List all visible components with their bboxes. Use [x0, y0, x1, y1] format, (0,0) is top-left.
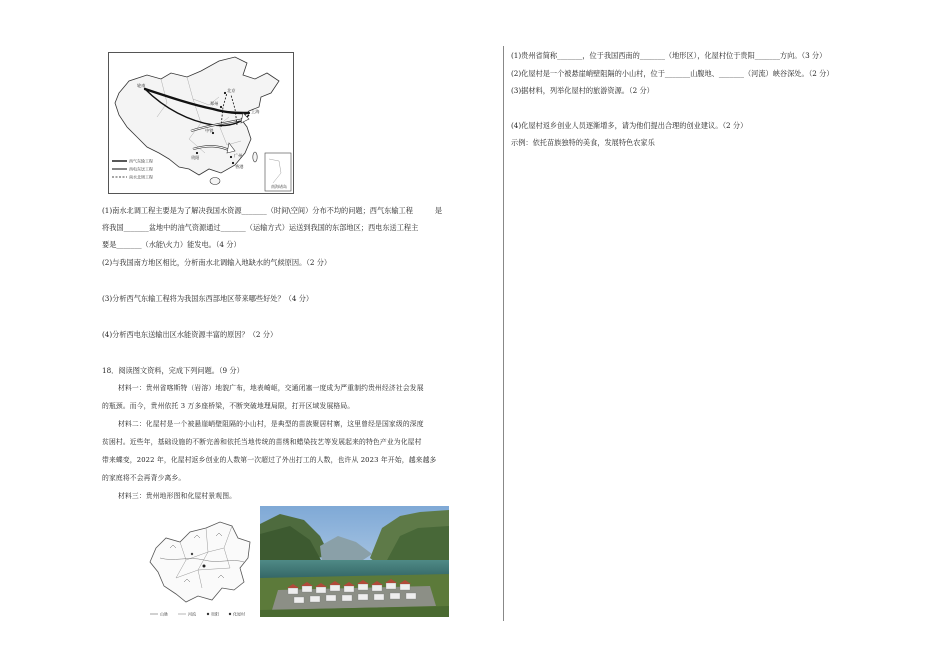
china-engineering-map [108, 52, 294, 194]
q18-1: (1)贵州省简称_______，位于我国西南的_______（地形区），化屋村位于贵阳_______方向。（3 分） [511, 51, 827, 60]
gz-legend-guiyang: 贵阳 [211, 611, 219, 617]
huawu-village-photo [260, 506, 449, 617]
q17-1-line2 [102, 223, 418, 233]
q18-heading: 18．阅读图文资料，完成下列问题。（9 分） [102, 366, 244, 375]
q17-1-text-a: (1)南水北调工程主要是为了解决我国水资源_______（时间\空间）分布不均的问题；西气东输工 [102, 206, 406, 215]
q17-1-text-e: 程主 [403, 223, 419, 232]
legend-water: 南水北调工程 [129, 174, 153, 180]
gz-legend-river: 河流 [188, 611, 196, 617]
city-label: 贵阳 [191, 155, 200, 160]
q18-material2-line2: 贫困村。近些年，基础设施的不断完善和依托当地传统的苗绣和蜡染技艺等发展起来的特色产业为化屋村 [102, 438, 422, 446]
q17-2: (2)与我国南方地区相比，分析南水北调输入地缺水的气候原因。（2 分） [102, 258, 332, 267]
q17-3: (3)分析西气东输工程将为我国东西部地区带来哪些好处？（4 分） [102, 294, 314, 303]
city-label: 中铁 [205, 128, 214, 133]
q17-1-line1 [102, 206, 442, 216]
q17-1-text-d: 将我国_______盆地中的油气资源通过_______（运输方式）运送到我国的东部地区；西电东送工 [102, 223, 404, 232]
q18-4: (4)化屋村返乡创业人员逐渐增多，请为他们提出合理的创业建议。（2 分） [511, 121, 748, 130]
q18-material1-line1: 材料一：贵州省喀斯特（岩溶）地貌广布，地表崎岖，交通闭塞一度成为严重制约贵州经济社会发展 [118, 384, 424, 392]
legend-gas: 西气东输工程 [129, 158, 153, 164]
q18-2: (2)化屋村是一个被悬崖峭壁阻隔的小山村，位于_______山腹地、_______（河流）峡谷深处。（2 分） [511, 69, 834, 78]
q18-material2-line1: 材料二：化屋村是一个被悬崖峭壁阻隔的小山村，是典型的苗族聚居村寨，这里曾经是国家级的深度 [118, 420, 424, 428]
q18-material2-line4: 的家庭将不会再背少离乡。 [102, 474, 186, 482]
guizhou-map-svg [146, 508, 258, 620]
city-label: 上海 [251, 109, 260, 114]
village-photo-svg [260, 506, 449, 617]
inset-label: 南海诸岛 [271, 184, 287, 189]
q17-1-line3: 要是_______（水能\火力）能发电。（4 分） [102, 240, 241, 249]
q18-material2-line3: 带来蝶变，2022 年，化屋村返乡创业的人数第一次超过了外出打工的人数，也许从 2023 年开始，越来越多 [102, 456, 437, 464]
q17-1-text-c: 是 [434, 206, 443, 215]
china-map-svg [109, 53, 293, 193]
q17-1-text-b: 程 [405, 206, 413, 215]
column-divider [503, 46, 504, 621]
gz-legend-mountain: 山脉 [160, 611, 168, 617]
q18-4-example: 示例：依托苗族独特的美食，发展特色农家乐 [511, 138, 655, 147]
guizhou-terrain-map [146, 508, 258, 620]
gz-legend-huawu: 化屋村 [233, 611, 245, 617]
city-label: 郑州 [210, 101, 219, 106]
city-label: 轮南 [137, 83, 146, 88]
city-label: 香港 [235, 164, 244, 169]
q18-material1-line2: 的瓶颈。而今，贵州依托 3 万多座桥梁，不断突破地理局限，打开区域发展格局。 [102, 402, 355, 410]
city-label: 广州 [234, 153, 243, 158]
q18-material3: 材料三：贵州地形图和化屋村景观图。 [118, 492, 237, 500]
legend-power: 西电东送工程 [129, 166, 153, 172]
q17-4: (4)分析西电东送输出区水能资源丰富的原因？（2 分） [102, 330, 278, 339]
city-label: 北京 [227, 88, 236, 93]
q18-3: (3)据材料，列举化屋村的旅游资源。（2 分） [511, 86, 654, 95]
